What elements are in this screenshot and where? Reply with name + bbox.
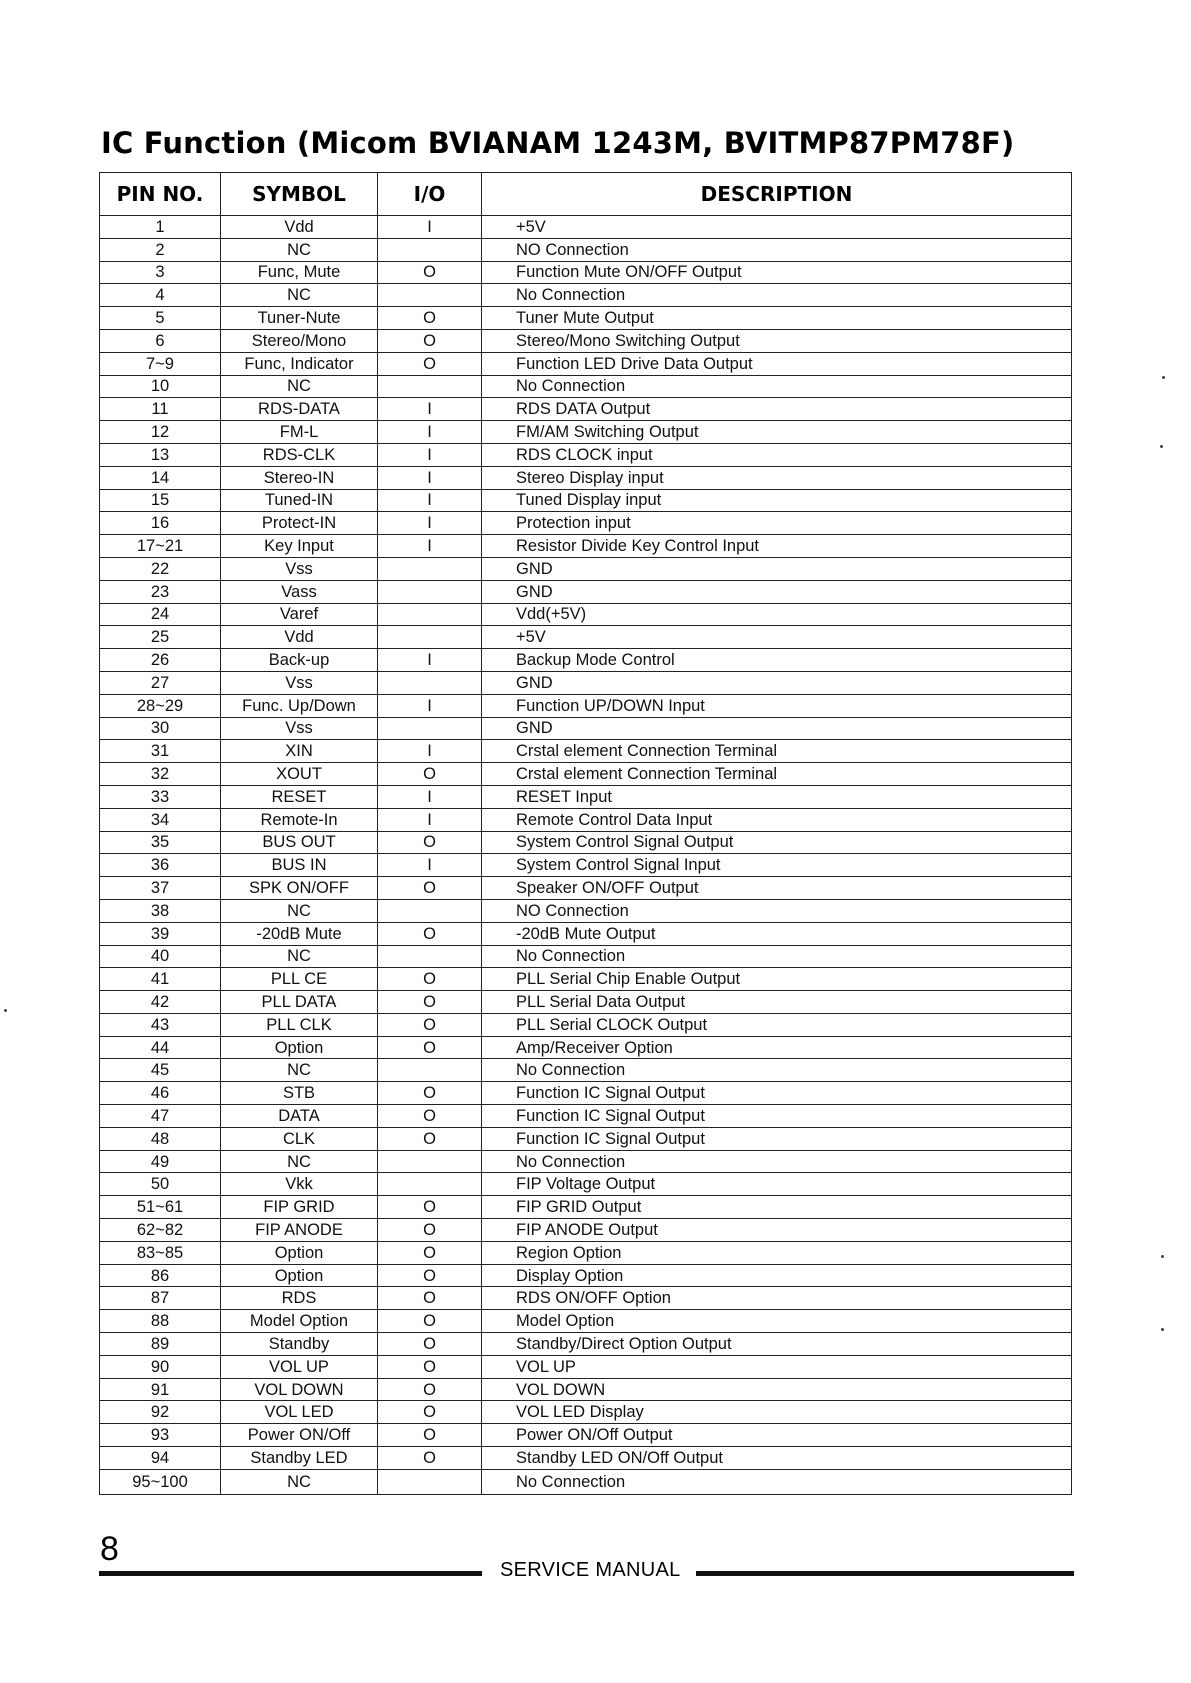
table-row	[100, 671, 1072, 694]
cell-pin: 42	[100, 991, 221, 1014]
cell-description: GND	[482, 717, 1072, 740]
cell-io: O	[378, 1013, 482, 1036]
cell-pin: 37	[100, 877, 221, 900]
table-row	[100, 1310, 1072, 1333]
cell-description: System Control Signal Output	[482, 831, 1072, 854]
cell-io: I	[378, 808, 482, 831]
cell-symbol: XIN	[221, 740, 378, 763]
cell-description: PLL Serial Data Output	[482, 991, 1072, 1014]
table-row	[100, 1196, 1072, 1219]
cell-pin: 1	[100, 216, 221, 239]
cell-description: VOL UP	[482, 1355, 1072, 1378]
cell-io: O	[378, 831, 482, 854]
cell-io	[378, 1469, 482, 1494]
scan-speck	[1162, 376, 1165, 379]
cell-symbol: Option	[221, 1264, 378, 1287]
cell-symbol: DATA	[221, 1105, 378, 1128]
cell-symbol: RESET	[221, 785, 378, 808]
table-row	[100, 1036, 1072, 1059]
cell-pin: 43	[100, 1013, 221, 1036]
cell-io	[378, 945, 482, 968]
cell-symbol: RDS-DATA	[221, 398, 378, 421]
cell-description: No Connection	[482, 375, 1072, 398]
table-row	[100, 626, 1072, 649]
table-row	[100, 785, 1072, 808]
table-row	[100, 854, 1072, 877]
table-row	[100, 443, 1072, 466]
cell-description: Function LED Drive Data Output	[482, 352, 1072, 375]
cell-symbol: Vkk	[221, 1173, 378, 1196]
cell-pin: 62~82	[100, 1219, 221, 1242]
header-pin-no: PIN NO.	[100, 173, 221, 216]
footer-rule-left	[99, 1571, 482, 1576]
cell-description: Power ON/Off Output	[482, 1424, 1072, 1447]
cell-symbol: VOL DOWN	[221, 1378, 378, 1401]
table-row	[100, 421, 1072, 444]
table-row	[100, 877, 1072, 900]
cell-description: FIP GRID Output	[482, 1196, 1072, 1219]
cell-pin: 93	[100, 1424, 221, 1447]
table-row	[100, 1013, 1072, 1036]
cell-io: I	[378, 740, 482, 763]
table-row	[100, 1333, 1072, 1356]
cell-description: Backup Mode Control	[482, 649, 1072, 672]
cell-symbol: Vass	[221, 580, 378, 603]
cell-pin: 14	[100, 466, 221, 489]
cell-description: PLL Serial CLOCK Output	[482, 1013, 1072, 1036]
cell-pin: 83~85	[100, 1241, 221, 1264]
cell-symbol: NC	[221, 375, 378, 398]
cell-io	[378, 375, 482, 398]
cell-symbol: Vss	[221, 717, 378, 740]
cell-pin: 13	[100, 443, 221, 466]
table-row	[100, 968, 1072, 991]
cell-pin: 44	[100, 1036, 221, 1059]
table-row	[100, 831, 1072, 854]
cell-pin: 95~100	[100, 1469, 221, 1494]
cell-io: O	[378, 1196, 482, 1219]
table-row	[100, 512, 1072, 535]
cell-description: GND	[482, 557, 1072, 580]
cell-io: I	[378, 512, 482, 535]
cell-description: Model Option	[482, 1310, 1072, 1333]
table-row	[100, 694, 1072, 717]
cell-symbol: Vss	[221, 671, 378, 694]
cell-pin: 4	[100, 284, 221, 307]
table-row	[100, 1355, 1072, 1378]
cell-symbol: Func, Mute	[221, 261, 378, 284]
table-row	[100, 922, 1072, 945]
cell-io: O	[378, 1105, 482, 1128]
cell-symbol: Protect-IN	[221, 512, 378, 535]
cell-symbol: Standby LED	[221, 1447, 378, 1470]
cell-pin: 24	[100, 603, 221, 626]
cell-io: I	[378, 489, 482, 512]
cell-io: I	[378, 421, 482, 444]
cell-io: O	[378, 261, 482, 284]
cell-symbol: BUS IN	[221, 854, 378, 877]
cell-description: Function IC Signal Output	[482, 1105, 1072, 1128]
cell-symbol: -20dB Mute	[221, 922, 378, 945]
scan-speck	[1160, 445, 1163, 448]
cell-io: O	[378, 1310, 482, 1333]
cell-symbol: PLL CLK	[221, 1013, 378, 1036]
cell-description: FM/AM Switching Output	[482, 421, 1072, 444]
cell-description: No Connection	[482, 284, 1072, 307]
cell-pin: 46	[100, 1082, 221, 1105]
cell-io: O	[378, 1264, 482, 1287]
cell-pin: 91	[100, 1378, 221, 1401]
cell-pin: 39	[100, 922, 221, 945]
cell-description: Region Option	[482, 1241, 1072, 1264]
cell-io: O	[378, 1241, 482, 1264]
cell-io: I	[378, 443, 482, 466]
cell-io: O	[378, 968, 482, 991]
cell-io	[378, 1059, 482, 1082]
cell-pin: 41	[100, 968, 221, 991]
cell-symbol: VOL UP	[221, 1355, 378, 1378]
table-row	[100, 945, 1072, 968]
cell-symbol: BUS OUT	[221, 831, 378, 854]
cell-pin: 17~21	[100, 535, 221, 558]
cell-symbol: SPK ON/OFF	[221, 877, 378, 900]
header-description: DESCRIPTION	[482, 173, 1072, 216]
cell-pin: 25	[100, 626, 221, 649]
table-row	[100, 216, 1072, 239]
cell-description: Standby LED ON/Off Output	[482, 1447, 1072, 1470]
scan-speck	[1161, 1255, 1164, 1258]
page-title: IC Function (Micom BVIANAM 1243M, BVITMP87PM78F)	[101, 126, 1015, 160]
cell-description: FIP ANODE Output	[482, 1219, 1072, 1242]
table-row	[100, 763, 1072, 786]
cell-pin: 22	[100, 557, 221, 580]
cell-pin: 32	[100, 763, 221, 786]
table-row	[100, 329, 1072, 352]
cell-description: RDS ON/OFF Option	[482, 1287, 1072, 1310]
cell-description: No Connection	[482, 1150, 1072, 1173]
table-row	[100, 375, 1072, 398]
table-row	[100, 398, 1072, 421]
table-row	[100, 1264, 1072, 1287]
scan-speck	[4, 1009, 7, 1012]
footer-label: SERVICE MANUAL	[500, 1559, 681, 1581]
cell-pin: 35	[100, 831, 221, 854]
scan-speck	[1161, 1328, 1164, 1331]
cell-description: No Connection	[482, 1059, 1072, 1082]
cell-pin: 2	[100, 238, 221, 261]
table-row	[100, 1173, 1072, 1196]
header-io: I/O	[378, 173, 482, 216]
cell-pin: 28~29	[100, 694, 221, 717]
table-row	[100, 466, 1072, 489]
cell-description: Crstal element Connection Terminal	[482, 763, 1072, 786]
cell-description: Tuner Mute Output	[482, 307, 1072, 330]
cell-pin: 6	[100, 329, 221, 352]
cell-pin: 34	[100, 808, 221, 831]
cell-io: I	[378, 649, 482, 672]
cell-symbol: Model Option	[221, 1310, 378, 1333]
cell-io	[378, 238, 482, 261]
cell-io	[378, 284, 482, 307]
cell-description: RDS DATA Output	[482, 398, 1072, 421]
cell-io: O	[378, 1424, 482, 1447]
cell-description: Function Mute ON/OFF Output	[482, 261, 1072, 284]
cell-symbol: Stereo/Mono	[221, 329, 378, 352]
cell-io: O	[378, 1378, 482, 1401]
cell-symbol: NC	[221, 1059, 378, 1082]
cell-io: O	[378, 1287, 482, 1310]
cell-description: Protection input	[482, 512, 1072, 535]
table-row	[100, 238, 1072, 261]
cell-io: I	[378, 398, 482, 421]
cell-description: +5V	[482, 216, 1072, 239]
table-row	[100, 603, 1072, 626]
cell-symbol: Power ON/Off	[221, 1424, 378, 1447]
cell-pin: 89	[100, 1333, 221, 1356]
cell-symbol: Option	[221, 1036, 378, 1059]
table-row	[100, 1219, 1072, 1242]
cell-description: Function UP/DOWN Input	[482, 694, 1072, 717]
table-row	[100, 991, 1072, 1014]
cell-description: No Connection	[482, 945, 1072, 968]
table-row	[100, 1127, 1072, 1150]
cell-description: RESET Input	[482, 785, 1072, 808]
table-row	[100, 580, 1072, 603]
cell-pin: 27	[100, 671, 221, 694]
cell-symbol: VOL LED	[221, 1401, 378, 1424]
table-row	[100, 1447, 1072, 1470]
cell-pin: 87	[100, 1287, 221, 1310]
cell-io	[378, 671, 482, 694]
cell-symbol: CLK	[221, 1127, 378, 1150]
cell-pin: 50	[100, 1173, 221, 1196]
cell-pin: 86	[100, 1264, 221, 1287]
cell-symbol: NC	[221, 1150, 378, 1173]
cell-pin: 45	[100, 1059, 221, 1082]
cell-io: O	[378, 307, 482, 330]
cell-io: O	[378, 763, 482, 786]
cell-io: O	[378, 1355, 482, 1378]
ic-function-table	[99, 172, 1072, 1495]
table-row	[100, 307, 1072, 330]
cell-symbol: Back-up	[221, 649, 378, 672]
cell-io	[378, 1150, 482, 1173]
cell-pin: 48	[100, 1127, 221, 1150]
cell-symbol: NC	[221, 1469, 378, 1494]
cell-io: O	[378, 1036, 482, 1059]
cell-symbol: PLL CE	[221, 968, 378, 991]
cell-io	[378, 626, 482, 649]
cell-description: Standby/Direct Option Output	[482, 1333, 1072, 1356]
cell-io: O	[378, 922, 482, 945]
cell-symbol: FIP ANODE	[221, 1219, 378, 1242]
table-row	[100, 1150, 1072, 1173]
cell-symbol: Tuned-IN	[221, 489, 378, 512]
cell-symbol: Standby	[221, 1333, 378, 1356]
cell-io: O	[378, 352, 482, 375]
cell-io: O	[378, 1447, 482, 1470]
cell-description: Remote Control Data Input	[482, 808, 1072, 831]
cell-io: O	[378, 1127, 482, 1150]
cell-symbol: NC	[221, 945, 378, 968]
cell-symbol: STB	[221, 1082, 378, 1105]
table-header-row	[100, 173, 1072, 216]
cell-description: Crstal element Connection Terminal	[482, 740, 1072, 763]
cell-symbol: NC	[221, 238, 378, 261]
table-row	[100, 740, 1072, 763]
cell-io: O	[378, 877, 482, 900]
cell-pin: 40	[100, 945, 221, 968]
cell-pin: 30	[100, 717, 221, 740]
cell-io	[378, 603, 482, 626]
cell-symbol: Vdd	[221, 626, 378, 649]
cell-pin: 92	[100, 1401, 221, 1424]
cell-description: System Control Signal Input	[482, 854, 1072, 877]
cell-symbol: Option	[221, 1241, 378, 1264]
table-row	[100, 1401, 1072, 1424]
cell-io: I	[378, 785, 482, 808]
cell-io: I	[378, 535, 482, 558]
cell-description: Tuned Display input	[482, 489, 1072, 512]
table-row	[100, 649, 1072, 672]
cell-symbol: Stereo-IN	[221, 466, 378, 489]
table-row	[100, 489, 1072, 512]
cell-io: I	[378, 466, 482, 489]
cell-pin: 16	[100, 512, 221, 535]
table-row	[100, 535, 1072, 558]
cell-pin: 90	[100, 1355, 221, 1378]
cell-io: I	[378, 854, 482, 877]
cell-pin: 12	[100, 421, 221, 444]
cell-symbol: NC	[221, 284, 378, 307]
table-row	[100, 1105, 1072, 1128]
cell-description: No Connection	[482, 1469, 1072, 1494]
cell-description: Vdd(+5V)	[482, 603, 1072, 626]
cell-description: GND	[482, 671, 1072, 694]
cell-pin: 26	[100, 649, 221, 672]
cell-io	[378, 899, 482, 922]
table-row	[100, 717, 1072, 740]
table-row	[100, 1424, 1072, 1447]
cell-symbol: Vss	[221, 557, 378, 580]
cell-pin: 88	[100, 1310, 221, 1333]
cell-description: Resistor Divide Key Control Input	[482, 535, 1072, 558]
cell-description: RDS CLOCK input	[482, 443, 1072, 466]
cell-description: FIP Voltage Output	[482, 1173, 1072, 1196]
cell-symbol: RDS	[221, 1287, 378, 1310]
cell-description: NO Connection	[482, 899, 1072, 922]
cell-symbol: Varef	[221, 603, 378, 626]
cell-pin: 3	[100, 261, 221, 284]
cell-description: VOL LED Display	[482, 1401, 1072, 1424]
cell-io: O	[378, 1333, 482, 1356]
cell-symbol: PLL DATA	[221, 991, 378, 1014]
cell-io: O	[378, 329, 482, 352]
cell-pin: 23	[100, 580, 221, 603]
table-row	[100, 808, 1072, 831]
cell-description: Stereo Display input	[482, 466, 1072, 489]
cell-pin: 49	[100, 1150, 221, 1173]
cell-symbol: FIP GRID	[221, 1196, 378, 1219]
cell-pin: 33	[100, 785, 221, 808]
cell-symbol: Vdd	[221, 216, 378, 239]
footer-rule-right	[696, 1571, 1074, 1576]
table-row	[100, 261, 1072, 284]
cell-symbol: XOUT	[221, 763, 378, 786]
cell-symbol: Func, Indicator	[221, 352, 378, 375]
cell-pin: 47	[100, 1105, 221, 1128]
cell-pin: 10	[100, 375, 221, 398]
table-row	[100, 1241, 1072, 1264]
cell-description: VOL DOWN	[482, 1378, 1072, 1401]
table-row	[100, 352, 1072, 375]
cell-io: I	[378, 694, 482, 717]
cell-description: Function IC Signal Output	[482, 1127, 1072, 1150]
table-row	[100, 557, 1072, 580]
table-row	[100, 899, 1072, 922]
table-body	[100, 216, 1072, 1495]
cell-pin: 11	[100, 398, 221, 421]
cell-pin: 7~9	[100, 352, 221, 375]
cell-pin: 38	[100, 899, 221, 922]
cell-pin: 31	[100, 740, 221, 763]
cell-io	[378, 1173, 482, 1196]
cell-io: O	[378, 1082, 482, 1105]
cell-pin: 36	[100, 854, 221, 877]
table-row	[100, 1082, 1072, 1105]
cell-description: Function IC Signal Output	[482, 1082, 1072, 1105]
cell-io: O	[378, 1219, 482, 1242]
cell-io: O	[378, 1401, 482, 1424]
cell-description: Amp/Receiver Option	[482, 1036, 1072, 1059]
cell-symbol: NC	[221, 899, 378, 922]
cell-description: -20dB Mute Output	[482, 922, 1072, 945]
cell-description: NO Connection	[482, 238, 1072, 261]
cell-description: Speaker ON/OFF Output	[482, 877, 1072, 900]
cell-symbol: Tuner-Nute	[221, 307, 378, 330]
cell-io: I	[378, 216, 482, 239]
cell-pin: 51~61	[100, 1196, 221, 1219]
page-number: 8	[100, 1530, 119, 1568]
cell-description: PLL Serial Chip Enable Output	[482, 968, 1072, 991]
cell-symbol: Func. Up/Down	[221, 694, 378, 717]
cell-pin: 94	[100, 1447, 221, 1470]
header-symbol: SYMBOL	[221, 173, 378, 216]
cell-description: +5V	[482, 626, 1072, 649]
cell-io	[378, 717, 482, 740]
cell-description: Stereo/Mono Switching Output	[482, 329, 1072, 352]
table-row	[100, 1378, 1072, 1401]
cell-description: Display Option	[482, 1264, 1072, 1287]
cell-io	[378, 580, 482, 603]
cell-symbol: FM-L	[221, 421, 378, 444]
cell-io: O	[378, 991, 482, 1014]
cell-symbol: RDS-CLK	[221, 443, 378, 466]
cell-pin: 5	[100, 307, 221, 330]
table-row	[100, 1287, 1072, 1310]
cell-io	[378, 557, 482, 580]
cell-symbol: Key Input	[221, 535, 378, 558]
cell-pin: 15	[100, 489, 221, 512]
table-row	[100, 1059, 1072, 1082]
table-row	[100, 1469, 1072, 1494]
table-row	[100, 284, 1072, 307]
cell-symbol: Remote-In	[221, 808, 378, 831]
cell-description: GND	[482, 580, 1072, 603]
